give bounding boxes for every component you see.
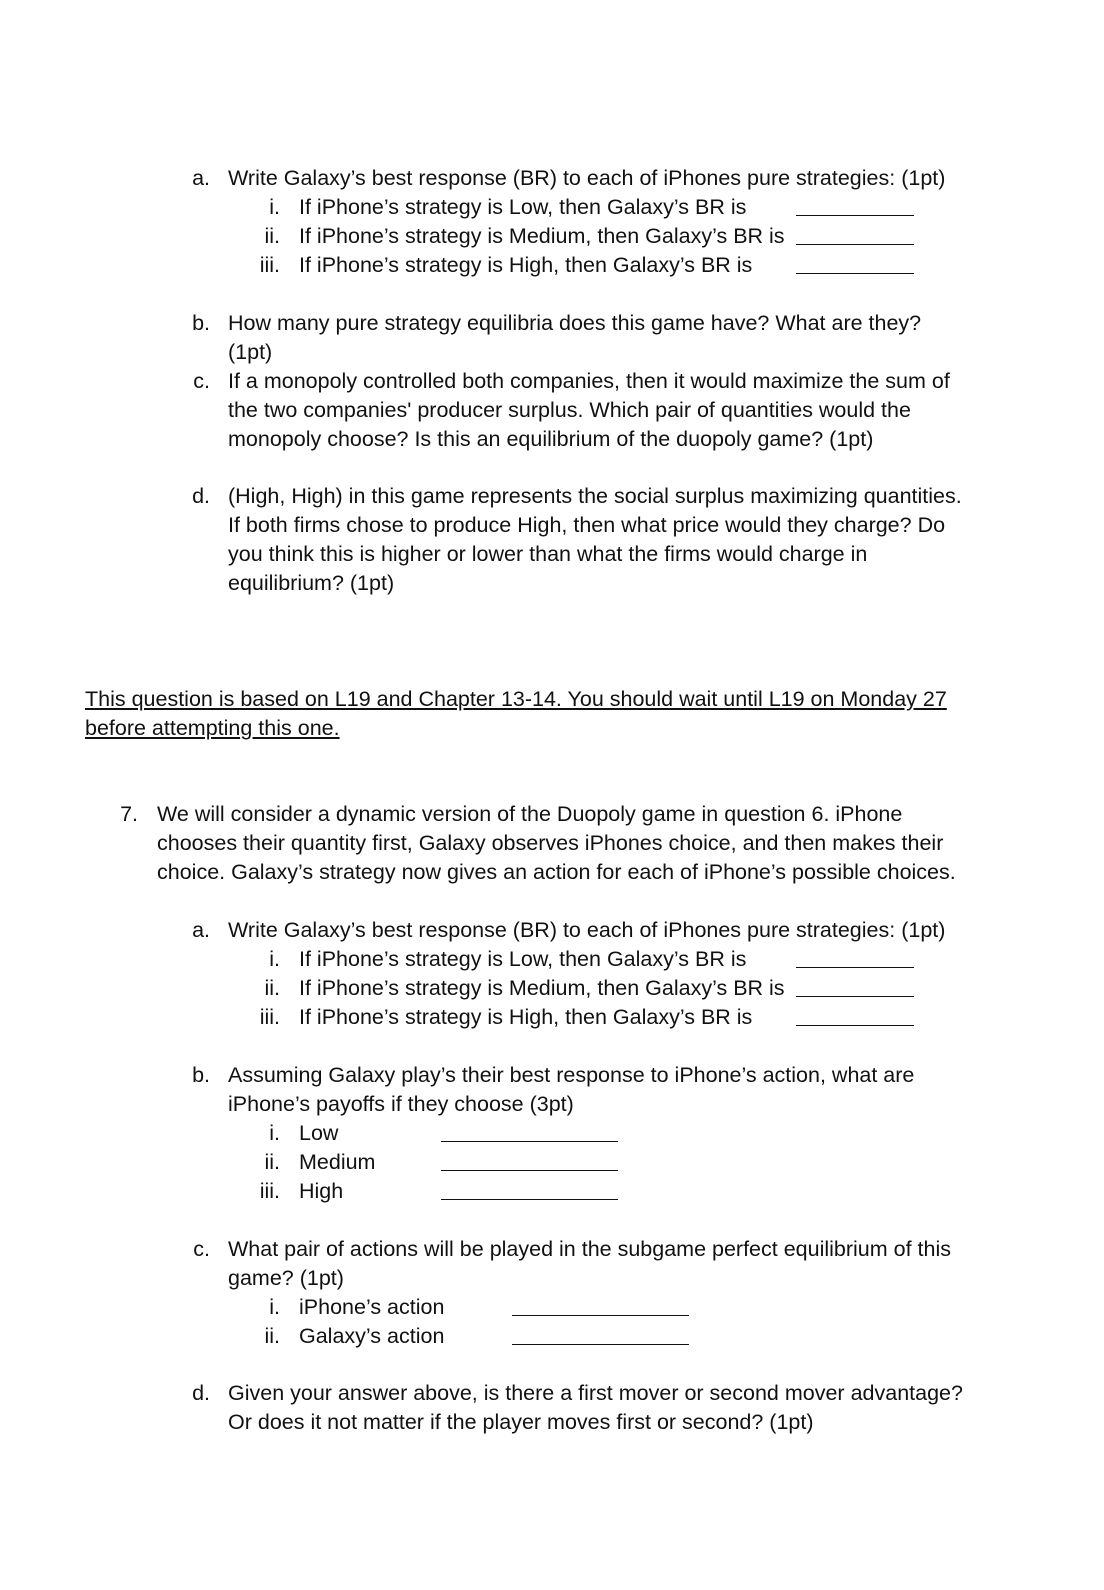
q7a-item-text: If iPhone’s strategy is Low, then Galaxy’s BR is: [299, 947, 747, 971]
q7b-item-num: i.: [269, 1121, 280, 1145]
q6d-letter: d.: [192, 484, 210, 508]
q6a-letter: a.: [192, 166, 210, 190]
q6d-line: If both firms chose to produce High, then what price would they charge? Do: [228, 513, 946, 537]
q7c-item-num: ii.: [264, 1324, 280, 1348]
q6c-line: If a monopoly controlled both companies, then it would maximize the sum of: [228, 369, 950, 393]
q6a-item-text: If iPhone’s strategy is Medium, then Galaxy’s BR is: [299, 224, 785, 248]
answer-blank[interactable]: [441, 1141, 618, 1142]
answer-blank[interactable]: [796, 996, 914, 997]
answer-blank[interactable]: [512, 1344, 689, 1345]
answer-blank[interactable]: [441, 1199, 618, 1200]
q7b-line: Assuming Galaxy play’s their best response to iPhone’s action, what are: [228, 1063, 915, 1087]
q7b-item-num: iii.: [259, 1179, 280, 1203]
q6d-line: you think this is higher or lower than what the firms would charge in: [228, 542, 868, 566]
q6b-letter: b.: [192, 311, 210, 335]
q7c-item-text: iPhone’s action: [299, 1295, 445, 1319]
q6b-line: How many pure strategy equilibria does this game have? What are they?: [228, 311, 922, 335]
q6a-text: Write Galaxy’s best response (BR) to each of iPhones pure strategies: (1pt): [228, 166, 946, 190]
q7c-item-num: i.: [269, 1295, 280, 1319]
q7c-line: game? (1pt): [228, 1266, 344, 1290]
q7-number: 7.: [120, 802, 138, 826]
note-line: before attempting this one.: [85, 716, 340, 740]
q6c-line: the two companies' producer surplus. Which pair of quantities would the: [228, 398, 911, 422]
q7a-item-num: i.: [269, 947, 280, 971]
q7a-item-text: If iPhone’s strategy is Medium, then Galaxy’s BR is: [299, 976, 785, 1000]
q7a-item-num: ii.: [264, 976, 280, 1000]
q6a-item-num: ii.: [264, 224, 280, 248]
answer-blank[interactable]: [796, 1025, 914, 1026]
note-line: This question is based on L19 and Chapter 13-14. You should wait until L19 on Monday 27: [85, 687, 947, 711]
q6a-item-text: If iPhone’s strategy is Low, then Galaxy’s BR is: [299, 195, 747, 219]
q6b-line: (1pt): [228, 340, 273, 364]
answer-blank[interactable]: [512, 1315, 689, 1316]
q7b-item-num: ii.: [264, 1150, 280, 1174]
q7d-letter: d.: [192, 1381, 210, 1405]
q7a-letter: a.: [192, 918, 210, 942]
answer-blank[interactable]: [796, 215, 914, 216]
q7a-item-num: iii.: [259, 1005, 280, 1029]
q7c-item-text: Galaxy’s action: [299, 1324, 445, 1348]
q6a-item-num: i.: [269, 195, 280, 219]
q7b-item-text: Low: [299, 1121, 339, 1145]
q7b-item-text: Medium: [299, 1150, 376, 1174]
q6a-item-num: iii.: [259, 253, 280, 277]
q7d-line: Or does it not matter if the player moves first or second? (1pt): [228, 1410, 814, 1434]
q7a-item-text: If iPhone’s strategy is High, then Galaxy’s BR is: [299, 1005, 753, 1029]
q7a-text: Write Galaxy’s best response (BR) to each of iPhones pure strategies: (1pt): [228, 918, 946, 942]
q6d-line: (High, High) in this game represents the social surplus maximizing quantities.: [228, 484, 962, 508]
q6c-letter: c.: [193, 369, 210, 393]
q6d-line: equilibrium? (1pt): [228, 571, 395, 595]
q7b-letter: b.: [192, 1063, 210, 1087]
answer-blank[interactable]: [796, 273, 914, 274]
answer-blank[interactable]: [796, 244, 914, 245]
q6c-line: monopoly choose? Is this an equilibrium of the duopoly game? (1pt): [228, 427, 874, 451]
q7b-line: iPhone’s payoffs if they choose (3pt): [228, 1092, 574, 1116]
q7d-line: Given your answer above, is there a first mover or second mover advantage?: [228, 1381, 963, 1405]
answer-blank[interactable]: [796, 967, 914, 968]
answer-blank[interactable]: [441, 1170, 618, 1171]
q7b-item-text: High: [299, 1179, 344, 1203]
q6a-item-text: If iPhone’s strategy is High, then Galaxy’s BR is: [299, 253, 753, 277]
q7c-letter: c.: [193, 1237, 210, 1261]
q7-line: choice. Galaxy’s strategy now gives an action for each of iPhone’s possible choices.: [157, 860, 956, 884]
q7c-line: What pair of actions will be played in the subgame perfect equilibrium of this: [228, 1237, 952, 1261]
q7-line: We will consider a dynamic version of the Duopoly game in question 6. iPhone: [157, 802, 903, 826]
q7-line: chooses their quantity first, Galaxy observes iPhones choice, and then makes their: [157, 831, 944, 855]
